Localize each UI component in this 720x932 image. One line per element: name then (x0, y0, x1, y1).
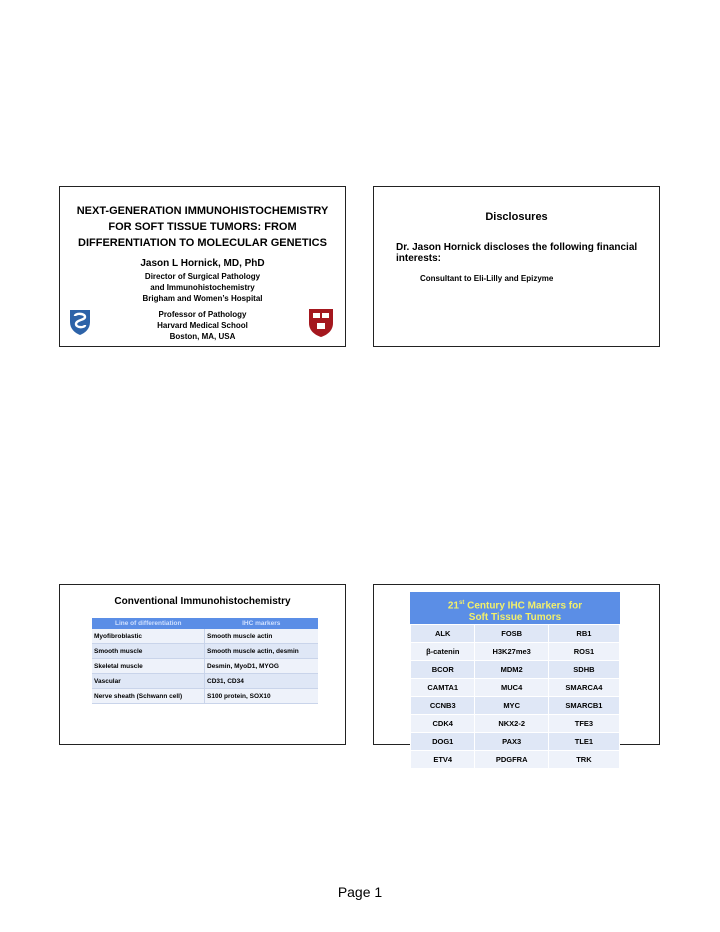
differentiation-table (92, 618, 318, 704)
table-cell: SMARCA4 (548, 679, 619, 697)
table-cell: NKX2-2 (475, 715, 548, 733)
table-cell: ETV4 (411, 751, 475, 769)
table-row (411, 625, 620, 643)
slide-ihc-markers (373, 584, 660, 764)
table-cell: ALK (411, 625, 475, 643)
hospital-logo-icon (68, 308, 92, 336)
table-cell: RB1 (548, 625, 619, 643)
table-cell: BCOR (411, 661, 475, 679)
table-cell: ROS1 (548, 643, 619, 661)
table-cell: Smooth muscle actin (205, 629, 319, 644)
conventional-ihc-title: Conventional Immunohistochemistry (114, 596, 291, 607)
table-row (411, 751, 620, 769)
table-cell: CAMTA1 (411, 679, 475, 697)
table-cell: Nerve sheath (Schwann cell) (92, 689, 205, 704)
table-cell: Smooth muscle actin, desmin (205, 644, 319, 659)
harvard-shield-icon (308, 308, 334, 338)
table-row (411, 661, 620, 679)
table-row (411, 679, 620, 697)
markers-table-title: 21st Century IHC Markers for Soft Tissue Tumors (410, 592, 620, 624)
table-header-row (92, 618, 318, 629)
affiliation-block-2: Professor of Pathology Harvard Medical School Boston, MA, USA (157, 310, 248, 341)
table-cell: PDGFRA (475, 751, 548, 769)
table-cell: MYC (475, 697, 548, 715)
markers-table (410, 624, 620, 769)
table-cell: CD31, CD34 (205, 674, 319, 689)
table-cell: Desmin, MyoD1, MYOG (205, 659, 319, 674)
table-row (411, 643, 620, 661)
author-name: Jason L Hornick, MD, PhD (140, 258, 265, 269)
table-cell: DOG1 (411, 733, 475, 751)
table-row (92, 689, 318, 704)
page-number-label: Page 1 (337, 884, 383, 900)
table-row (411, 733, 620, 751)
disclosures-item: Consultant to Eli-Lilly and Epizyme (420, 274, 554, 283)
column-header: Line of differentiation (92, 618, 205, 629)
table-cell: SDHB (548, 661, 619, 679)
slide-title-heading: NEXT-GENERATION IMMUNOHISTOCHEMISTRY FOR SOFT TISSUE TUMORS: FROM DIFFERENTIATION TO MOLECULAR GENETICS (76, 205, 329, 249)
table-cell: FOSB (475, 625, 548, 643)
table-cell: CDK4 (411, 715, 475, 733)
table-cell: Skeletal muscle (92, 659, 205, 674)
table-cell: TRK (548, 751, 619, 769)
slide-conventional-ihc (59, 584, 346, 745)
slide-title (59, 186, 346, 347)
table-cell: Myofibroblastic (92, 629, 205, 644)
table-row (411, 715, 620, 733)
table-cell: H3K27me3 (475, 643, 548, 661)
table-cell: MDM2 (475, 661, 548, 679)
table-cell: Smooth muscle (92, 644, 205, 659)
table-row (92, 674, 318, 689)
table-cell: CCNB3 (411, 697, 475, 715)
table-row (92, 629, 318, 644)
markers-table-wrap (410, 592, 620, 769)
table-row (92, 659, 318, 674)
disclosures-title: Disclosures (485, 211, 548, 223)
table-cell: β-catenin (411, 643, 475, 661)
table-cell: SMARCB1 (548, 697, 619, 715)
disclosures-lead: Dr. Jason Hornick discloses the following financial interests: (396, 242, 638, 264)
table-row (92, 644, 318, 659)
slide-disclosures (373, 186, 660, 347)
table-cell: TFE3 (548, 715, 619, 733)
table-row (411, 697, 620, 715)
affiliation-block-1: Director of Surgical Pathology and Immunohistochemistry Brigham and Women’s Hospital (142, 272, 263, 303)
table-cell: Vascular (92, 674, 205, 689)
table-cell: TLE1 (548, 733, 619, 751)
table-cell: MUC4 (475, 679, 548, 697)
table-cell: S100 protein, SOX10 (205, 689, 319, 704)
table-cell: PAX3 (475, 733, 548, 751)
column-header: IHC markers (205, 618, 319, 629)
